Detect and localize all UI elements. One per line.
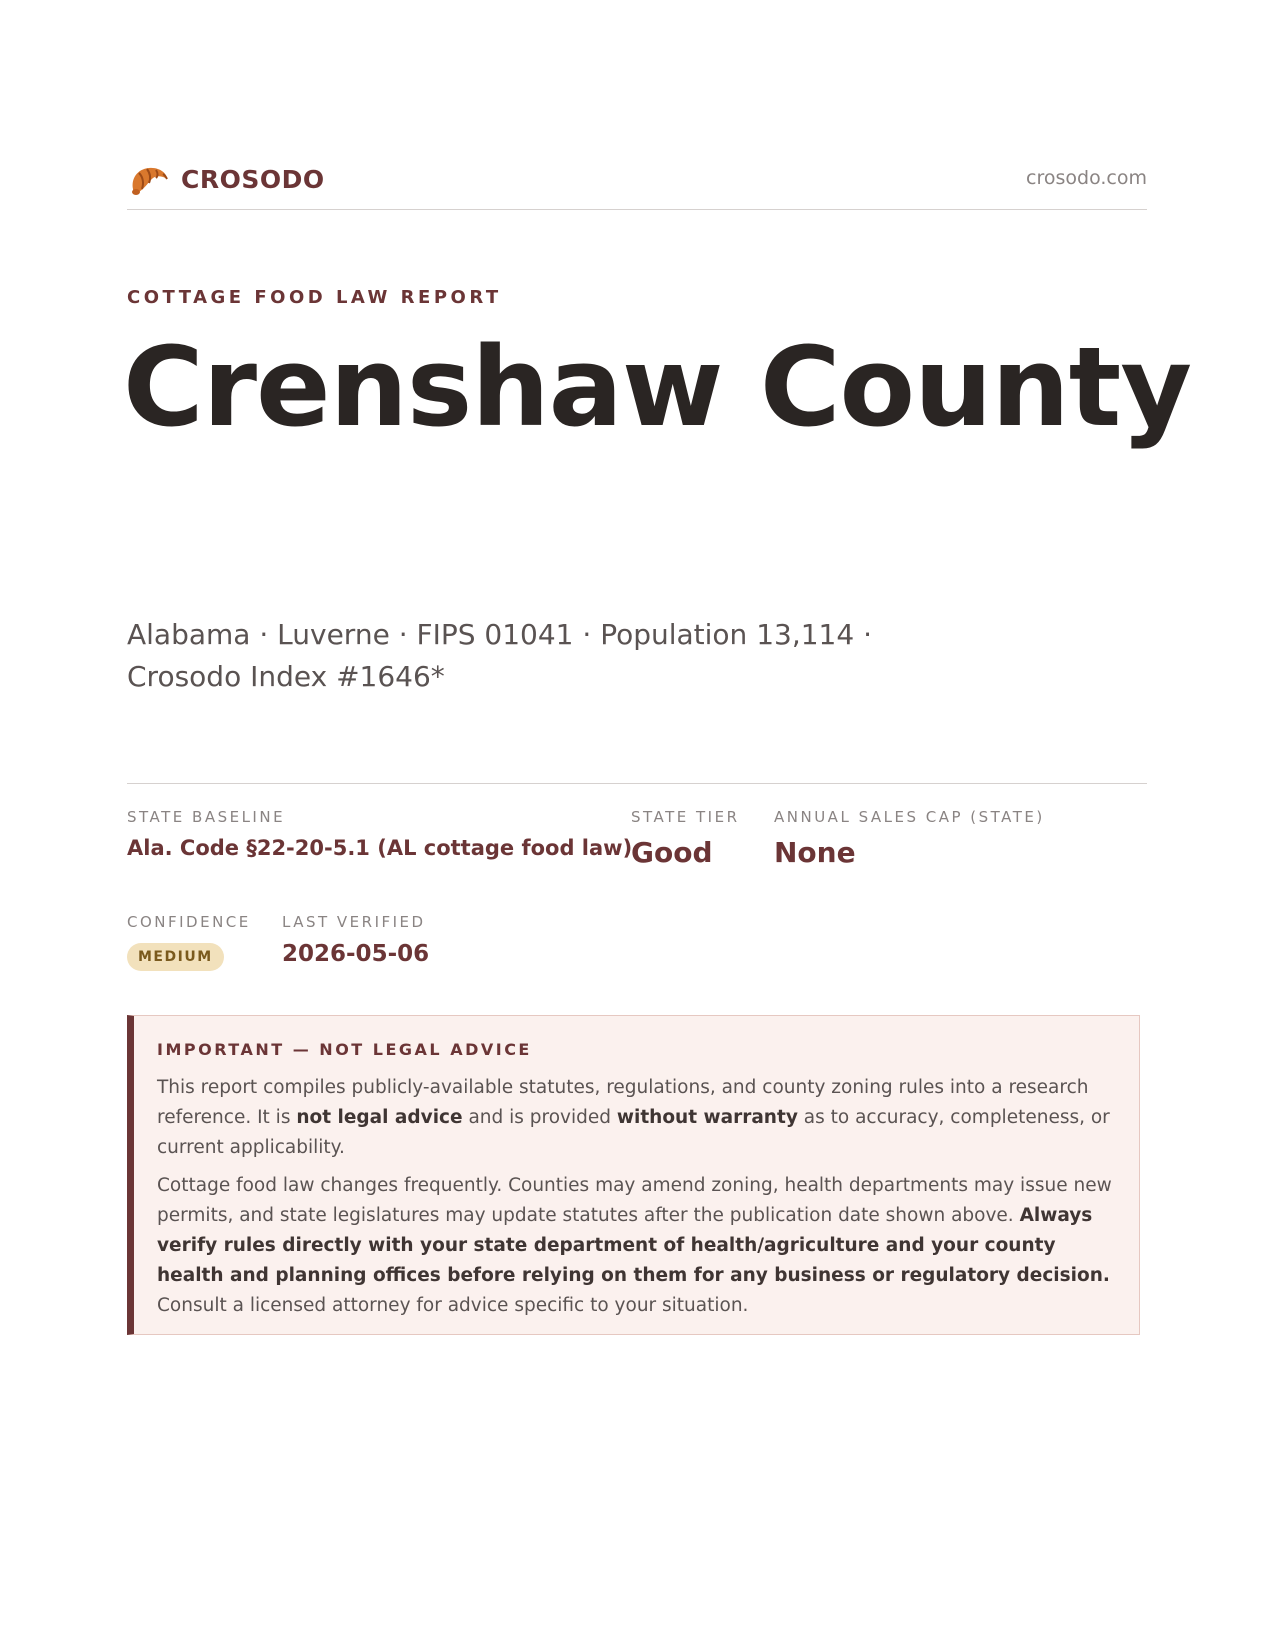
state-tier-field <box>631 808 740 869</box>
emphasis: not legal advice <box>296 1107 463 1128</box>
field-value: 2026-05-06 <box>282 941 430 967</box>
text: This report compiles publicly-available statutes, regulations, and county zoning rules into a research reference. It is <box>157 1077 1089 1128</box>
disclaimer-paragraph <box>157 1171 1117 1321</box>
field-label: STATE BASELINE <box>127 808 286 826</box>
page-title: Crenshaw County <box>123 323 1192 451</box>
page-header <box>127 155 1147 210</box>
field-label: LAST VERIFIED <box>282 913 426 931</box>
disclaimer-heading: IMPORTANT — NOT LEGAL ADVICE <box>157 1040 532 1059</box>
last-verified-field <box>282 913 429 967</box>
brand-name: CROSODO <box>181 164 325 194</box>
field-label: ANNUAL SALES CAP (STATE) <box>774 808 1045 826</box>
text: Cottage food law changes frequently. Counties may amend zoning, health departments may issue new permits, and state legislatures may update statutes after the publication date shown above. <box>157 1175 1112 1226</box>
confidence-field <box>127 913 251 971</box>
confidence-badge: MEDIUM <box>127 943 224 971</box>
disclaimer-paragraph <box>157 1073 1117 1163</box>
site-url: crosodo.com <box>1026 167 1147 189</box>
report-type-label: COTTAGE FOOD LAW REPORT <box>127 287 502 308</box>
croissant-icon <box>127 159 171 199</box>
sales-cap-field <box>774 808 1045 869</box>
state-baseline-field <box>127 808 632 860</box>
text: and is provided <box>462 1107 617 1128</box>
legal-disclaimer <box>127 1015 1140 1335</box>
field-value: None <box>774 836 856 869</box>
emphasis: without warranty <box>616 1107 798 1128</box>
text: Consult a licensed attorney for advice specific to your situation. <box>157 1295 749 1316</box>
brand <box>127 159 325 199</box>
field-value: Good <box>631 836 713 869</box>
emphasis: Always verify rules directly with your state department of health/agriculture and your county health and planning offices before relying on them for any business or regulatory decision. <box>157 1205 1110 1286</box>
text: as to accuracy, completeness, or current applicability. <box>157 1107 1110 1158</box>
field-value: Ala. Code §22-20-5.1 (AL cottage food law) <box>127 836 633 860</box>
county-summary: Alabama · Luverne · FIPS 01041 · Population 13,114 · Crosodo Index #1646* <box>127 618 872 693</box>
section-divider <box>127 783 1147 784</box>
field-label: STATE TIER <box>631 808 740 826</box>
field-label: CONFIDENCE <box>127 913 251 931</box>
